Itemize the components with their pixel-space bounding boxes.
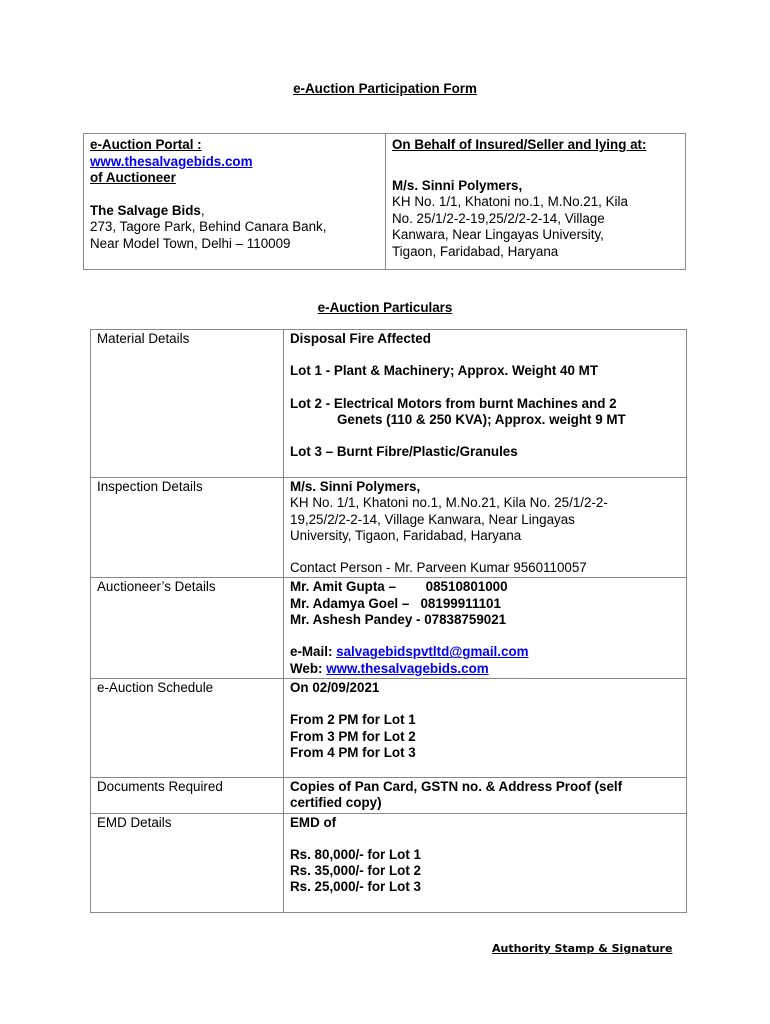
emd-cell — [284, 813, 687, 912]
documents-line-1: Copies of Pan Card, GSTN no. & Address Proof (self — [290, 778, 623, 794]
schedule-slot-1: From 2 PM for Lot 1 — [290, 712, 416, 728]
seller-address-2: No. 25/1/2-2-19,25/2/2-2-14, Village — [392, 210, 605, 226]
auctioneer-cell — [284, 578, 687, 678]
seller-address-1: KH No. 1/1, Khatoni no.1, M.No.21, Kila — [392, 194, 628, 209]
table-row — [91, 578, 687, 678]
auctioneer-person-3: Mr. Ashesh Pandey - 07838759021 — [290, 612, 507, 628]
emd-lot-3: Rs. 25,000/- for Lot 3 — [290, 879, 421, 895]
inspection-address-3: University, Tigaon, Faridabad, Haryana — [290, 527, 522, 543]
authority-signature-label: Authority Stamp & Signature — [492, 942, 673, 955]
documents-line-2: certified copy) — [290, 795, 382, 811]
documents-label: Documents Required — [91, 777, 284, 813]
auctioneer-person-2: Mr. Adamya Goel – 08199911101 — [290, 595, 501, 611]
portal-url-link[interactable]: www.thesalvagebids.com — [90, 153, 253, 169]
material-cell — [284, 330, 687, 478]
company-address-1: 273, Tagore Park, Behind Canara Bank, — [90, 219, 327, 234]
web-label: Web: — [290, 660, 327, 676]
auctioneer-details-label: Auctioneer’s Details — [91, 578, 284, 678]
emd-lot-2: Rs. 35,000/- for Lot 2 — [290, 863, 421, 879]
table-row — [91, 813, 687, 912]
emd-heading: EMD of — [290, 814, 337, 830]
table-row — [91, 330, 687, 478]
inspection-address-1: KH No. 1/1, Khatoni no.1, M.No.21, Kila No. 25/1/2-2- — [290, 495, 608, 511]
particulars-table — [90, 329, 687, 913]
schedule-slot-2: From 3 PM for Lot 2 — [290, 728, 416, 744]
inspection-label: Inspection Details — [91, 478, 284, 578]
lot2-desc-2: Genets (110 & 250 KVA); Approx. weight 9 MT — [337, 411, 626, 427]
portal-label: e-Auction Portal : — [90, 137, 202, 152]
table-row — [91, 478, 687, 578]
auctioneer-person-1: Mr. Amit Gupta – 08510801000 — [290, 579, 508, 595]
table-row — [91, 678, 687, 777]
company-address-2: Near Model Town, Delhi – 110009 — [90, 235, 291, 251]
table-row — [91, 777, 687, 813]
auctioneer-label: of Auctioneer — [90, 170, 176, 185]
behalf-label: On Behalf of Insured/Seller and lying at: — [392, 137, 647, 152]
company-name: The Salvage Bids — [90, 202, 201, 218]
emd-lot-1: Rs. 80,000/- for Lot 1 — [290, 846, 421, 862]
inspection-name: M/s. Sinni Polymers, — [290, 479, 421, 494]
material-heading: Disposal Fire Affected — [290, 331, 431, 346]
documents-cell — [284, 777, 687, 813]
particulars-title: e-Auction Particulars — [317, 300, 453, 315]
inspection-address-2: 19,25/2/2-2-14, Village Kanwara, Near Lingayas — [290, 511, 575, 527]
behalf-cell — [386, 134, 686, 270]
lot1-desc: Lot 1 - Plant & Machinery; Approx. Weight 40 MT — [290, 363, 599, 379]
seller-address-4: Tigaon, Faridabad, Haryana — [392, 243, 559, 259]
lot3-desc: Lot 3 – Burnt Fibre/Plastic/Granules — [290, 444, 518, 460]
contact-person: Contact Person - Mr. Parveen Kumar 9560110057 — [290, 560, 587, 576]
schedule-cell — [284, 678, 687, 777]
schedule-slot-3: From 4 PM for Lot 3 — [290, 744, 416, 760]
lot2-desc-1: Lot 2 - Electrical Motors from burnt Machines and 2 — [290, 395, 617, 411]
portal-cell: e-Auction Portal : www.thesalvagebids.com of Auctioneer The Salvage Bids, 273, Tagore Park, Behind Canara Bank, Near Model Town, Delhi – 110009 — [84, 134, 386, 270]
email-link[interactable]: salvagebidspvtltd@gmail.com — [336, 644, 529, 660]
seller-name: M/s. Sinni Polymers, — [392, 177, 523, 193]
header-table — [83, 133, 686, 270]
material-label: Material Details — [91, 330, 284, 478]
email-label: e-Mail: — [290, 644, 337, 660]
page-title: e-Auction Participation Form — [293, 81, 477, 96]
schedule-date: On 02/09/2021 — [290, 679, 380, 695]
web-link[interactable]: www.thesalvagebids.com — [326, 660, 489, 676]
emd-label: EMD Details — [91, 813, 284, 912]
schedule-label: e-Auction Schedule — [91, 678, 284, 777]
seller-address-3: Kanwara, Near Lingayas University, — [392, 227, 604, 242]
inspection-cell — [284, 478, 687, 578]
